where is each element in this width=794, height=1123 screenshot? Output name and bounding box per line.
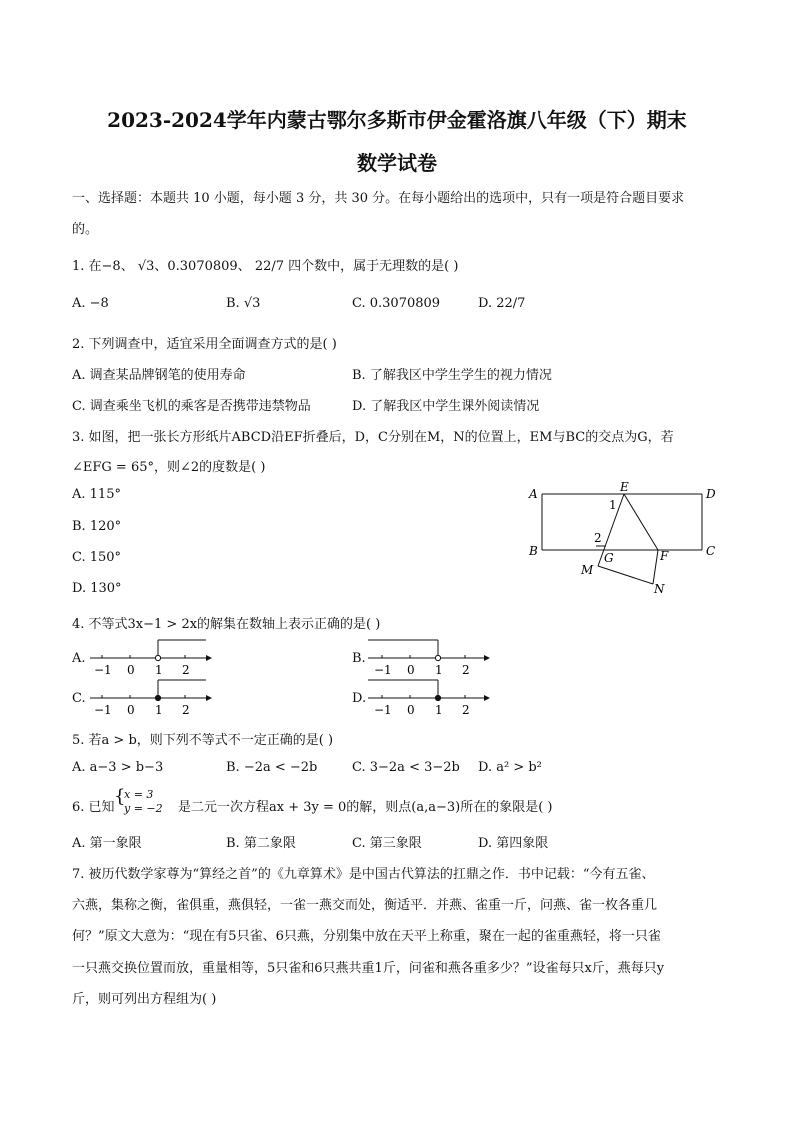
q4-option-c-label[interactable]: C. — [72, 691, 86, 706]
page-subtitle: 数学试卷 — [357, 151, 437, 175]
q6-system-line2: y = −2 — [124, 802, 163, 815]
svg-text:−1: −1 — [94, 703, 112, 717]
svg-text:1: 1 — [155, 663, 163, 677]
label-angle-1: 1 — [609, 498, 617, 512]
svg-text:0: 0 — [407, 663, 415, 677]
svg-text:−1: −1 — [94, 663, 112, 677]
q6-option-d[interactable]: D. 第四象限 — [478, 836, 549, 851]
svg-text:0: 0 — [127, 703, 135, 717]
label-d: D — [706, 487, 716, 501]
q2-stem: 2. 下列调查中，适宜采用全面调查方式的是( ) — [72, 337, 337, 352]
q5-option-a[interactable]: A. a−3 > b−3 — [72, 760, 164, 775]
q1-option-d[interactable]: D. 22/7 — [478, 296, 526, 311]
svg-text:−1: −1 — [374, 703, 392, 717]
svg-text:2: 2 — [182, 663, 190, 677]
svg-text:1: 1 — [435, 703, 443, 717]
label-c: C — [706, 544, 716, 558]
q2-option-c[interactable]: C. 调查乘坐飞机的乘客是否携带违禁物品 — [72, 399, 311, 414]
q7-line2: 六燕，集称之衡，雀俱重，燕俱轻，一雀一燕交而处，衡适平．并燕、雀重一斤，问燕、雀一枚各重几 — [72, 898, 658, 913]
q4-option-c-numberline[interactable] — [88, 676, 218, 722]
q4-option-a-label[interactable]: A. — [72, 651, 86, 666]
section-heading: 一、选择题：本题共 10 小题，每小题 3 分，共 30 分。在每小题给出的选项中，只有一项是符合题目要求 — [72, 191, 685, 206]
page-title: 2023-2024学年内蒙古鄂尔多斯市伊金霍洛旗八年级（下）期末 — [107, 108, 687, 132]
q7-line1: 7. 被历代数学家尊为“算经之首”的《九章算术》是中国古代算法的扛鼎之作．书中记载：“今有五雀、 — [72, 867, 655, 882]
svg-text:2: 2 — [182, 703, 190, 717]
q6-option-b[interactable]: B. 第二象限 — [226, 836, 296, 851]
q6-option-c[interactable]: C. 第三象限 — [352, 836, 422, 851]
q7-line5: 斤，则可列出方程组为( ) — [72, 992, 217, 1007]
q6-stem-pre: 6. 已知 — [72, 800, 115, 815]
label-angle-2: 2 — [594, 531, 602, 545]
q4-option-b-label[interactable]: B. — [352, 651, 366, 666]
q3-figure — [520, 480, 730, 600]
q1-option-b[interactable]: B. √3 — [226, 296, 261, 311]
q4-option-d-label[interactable]: D. — [352, 691, 367, 706]
q5-option-c[interactable]: C. 3−2a < 3−2b — [352, 760, 460, 775]
q2-option-a[interactable]: A. 调查某品牌钢笔的使用寿命 — [72, 368, 246, 383]
label-m: M — [581, 563, 594, 577]
q4-stem: 4. 不等式3x−1 > 2x的解集在数轴上表示正确的是( ) — [72, 617, 381, 632]
q3-option-c[interactable]: C. 150° — [72, 550, 122, 565]
q3-stem: 3. 如图，把一张长方形纸片ABCD沿EF折叠后，D，C分别在M，N的位置上，EM与BC的交点为G，若 — [72, 430, 674, 445]
svg-text:0: 0 — [407, 703, 415, 717]
section-heading-cont: 的。 — [72, 222, 99, 237]
label-a: A — [529, 487, 538, 501]
q5-stem: 5. 若a > b，则下列不等式不一定正确的是( ) — [72, 733, 334, 748]
q6-brace: { — [114, 786, 126, 807]
q6-option-a[interactable]: A. 第一象限 — [72, 836, 142, 851]
svg-text:−1: −1 — [374, 663, 392, 677]
q1-option-a[interactable]: A. −8 — [72, 296, 109, 311]
q6-system-line1: x = 3 — [124, 788, 154, 801]
fold-ef — [624, 494, 658, 550]
label-b: B — [529, 544, 538, 558]
label-g: G — [604, 551, 614, 565]
svg-text:2: 2 — [462, 703, 470, 717]
q3-option-a[interactable]: A. 115° — [72, 487, 121, 502]
svg-text:1: 1 — [435, 663, 443, 677]
q7-line4: 一只燕交换位置而放，重量相等，5只雀和6只燕共重1斤，问雀和燕各重多少？”设雀每只x斤，燕每只y — [72, 961, 665, 976]
q3-option-d[interactable]: D. 130° — [72, 581, 122, 596]
svg-text:0: 0 — [127, 663, 135, 677]
q1-stem: 1. 在−8、 √3、0.3070809、 22/7 四个数中，属于无理数的是( ) — [72, 259, 459, 274]
q6-stem-post: 是二元一次方程ax + 3y = 0的解，则点(a,a−3)所在的象限是( ) — [178, 800, 553, 815]
label-n: N — [654, 582, 665, 596]
q2-option-b[interactable]: B. 了解我区中学生学生的视力情况 — [352, 368, 552, 383]
q4-option-d-numberline[interactable] — [366, 676, 496, 722]
q3-stem-cont: ∠EFG = 65°，则∠2的度数是( ) — [72, 460, 266, 475]
svg-text:1: 1 — [155, 703, 163, 717]
q2-option-d[interactable]: D. 了解我区中学生课外阅读情况 — [352, 399, 540, 414]
q3-option-b[interactable]: B. 120° — [72, 519, 122, 534]
label-f: F — [660, 549, 669, 563]
edge-nf — [653, 550, 658, 584]
svg-text:2: 2 — [462, 663, 470, 677]
q7-line3: 何？”原文大意为：“现在有5只雀、6只燕，分别集中放在天平上称重，聚在一起的雀重燕轻，将一只雀 — [72, 929, 661, 944]
q1-option-c[interactable]: C. 0.3070809 — [352, 296, 441, 311]
edge-mn — [598, 566, 653, 584]
q5-option-d[interactable]: D. a² > b² — [478, 760, 542, 775]
label-e: E — [620, 480, 629, 494]
q5-option-b[interactable]: B. −2a < −2b — [226, 760, 318, 775]
